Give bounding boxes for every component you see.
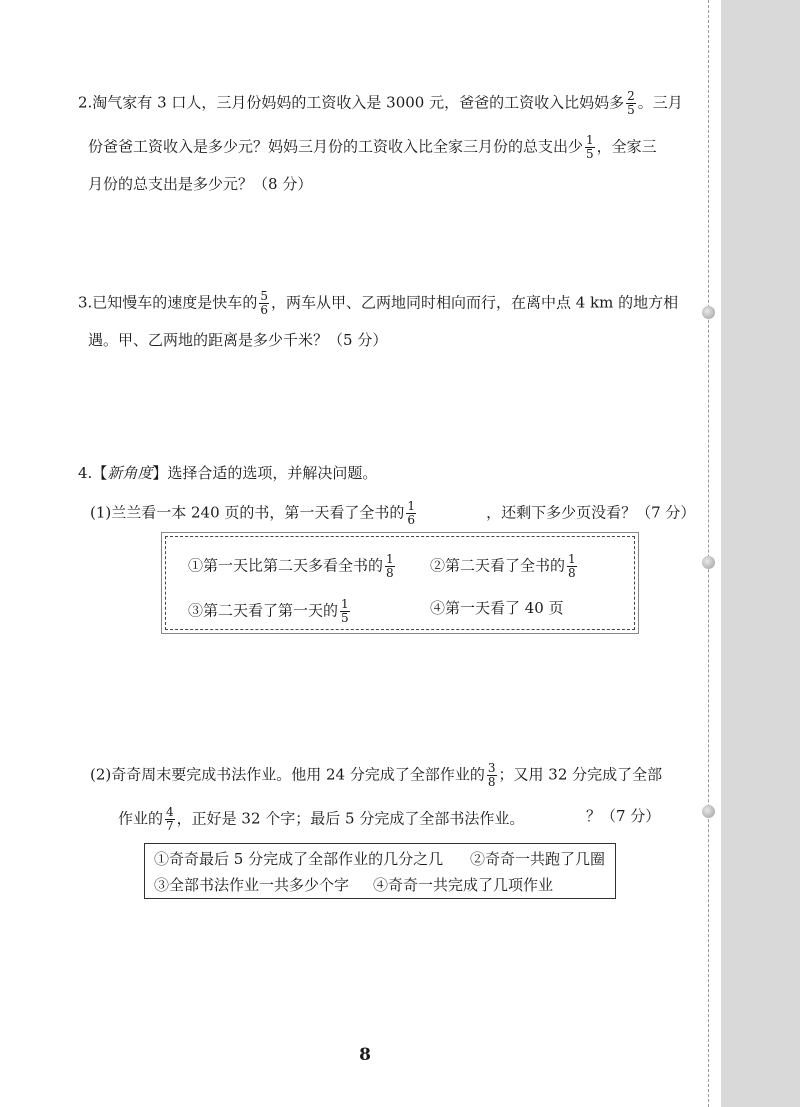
fraction-1-6: $\frac{1}{6}$ [407, 499, 416, 527]
punch-hole-3 [702, 805, 715, 818]
q4-part2-score: ？（7 分） [586, 807, 661, 825]
fraction-1-5: $\frac{1}{5}$ [586, 133, 594, 161]
q4-part2-option-4[interactable]: ④奇奇一共完成了几项作业 [373, 876, 554, 894]
fraction-1-5: $\frac{1}{5}$ [341, 597, 349, 625]
q2-line-3: 月份的总支出是多少元？（8 分） [88, 175, 313, 193]
q4-part2-option-3[interactable]: ③全部书法作业一共多少个字 [154, 876, 350, 894]
q4-part1-option-1[interactable]: ①第一天比第二天多看全书的 $\frac{1}{8}$ [188, 552, 394, 580]
q2-line-2: 份爸爸工资收入是多少元？妈妈三月份的工资收入比全家三月份的总支出少 $\frac{1}{5}$ ，全家三 [88, 133, 657, 161]
fraction-5-6: $\frac{5}{6}$ [260, 289, 268, 317]
q2-line-1: 2.淘气家有 3 口人，三月份妈妈的工资收入是 3000 元，爸爸的工资收入比妈妈多 $\frac{2}{5}$ 。三月 [78, 89, 683, 117]
q4-part1-option-4[interactable]: ④第一天看了 40 页 [430, 599, 564, 617]
fraction-2-5: $\frac{2}{5}$ [627, 89, 635, 117]
q4-part1-option-2[interactable]: ②第二天看了全书的 $\frac{1}{8}$ [430, 552, 576, 580]
q4-part1-option-3[interactable]: ③第二天看了第一天的 $\frac{1}{5}$ [188, 597, 349, 625]
q4-part2-line-1: (2)奇奇周末要完成书法作业。他用 24 分完成了全部作业的 $\frac{3}{8}$ ；又用 32 分完成了全部 [90, 761, 663, 789]
fraction-1-8: $\frac{1}{8}$ [568, 552, 576, 580]
punch-hole-1 [702, 306, 715, 319]
q4-header: 4.【新角度】选择合适的选项，并解决问题。 [78, 464, 378, 482]
right-margin-strip [721, 0, 800, 1107]
fraction-1-8: $\frac{1}{8}$ [386, 552, 394, 580]
page-number: 8 [359, 1045, 371, 1065]
q3-line-1: 3.已知慢车的速度是快车的 $\frac{5}{6}$ ，两车从甲、乙两地同时相向而行，在离中点 4 km 的地方相 [78, 289, 679, 317]
fraction-4-7: $\frac{4}{7}$ [166, 805, 174, 833]
q4-part1-text: (1)兰兰看一本 240 页的书，第一天看了全书的 $\frac{1}{6}$ ，还剩下多少页没看？（7 分） [90, 499, 696, 527]
cut-line [708, 0, 709, 1107]
q4-part2-line-2: 作业的 $\frac{4}{7}$ ，正好是 32 个字；最后 5 分完成了全部书法作业。 [118, 805, 525, 833]
new-angle-tag: 新角度 [107, 464, 153, 482]
fraction-3-8: $\frac{3}{8}$ [487, 761, 496, 789]
q3-line-2: 遇。甲、乙两地的距离是多少千米？（5 分） [88, 331, 388, 349]
q4-part2-option-1[interactable]: ①奇奇最后 5 分完成了全部作业的几分之几 [154, 850, 444, 868]
q4-part2-option-2[interactable]: ②奇奇一共跑了几圈 [470, 850, 606, 868]
punch-hole-2 [702, 556, 715, 569]
